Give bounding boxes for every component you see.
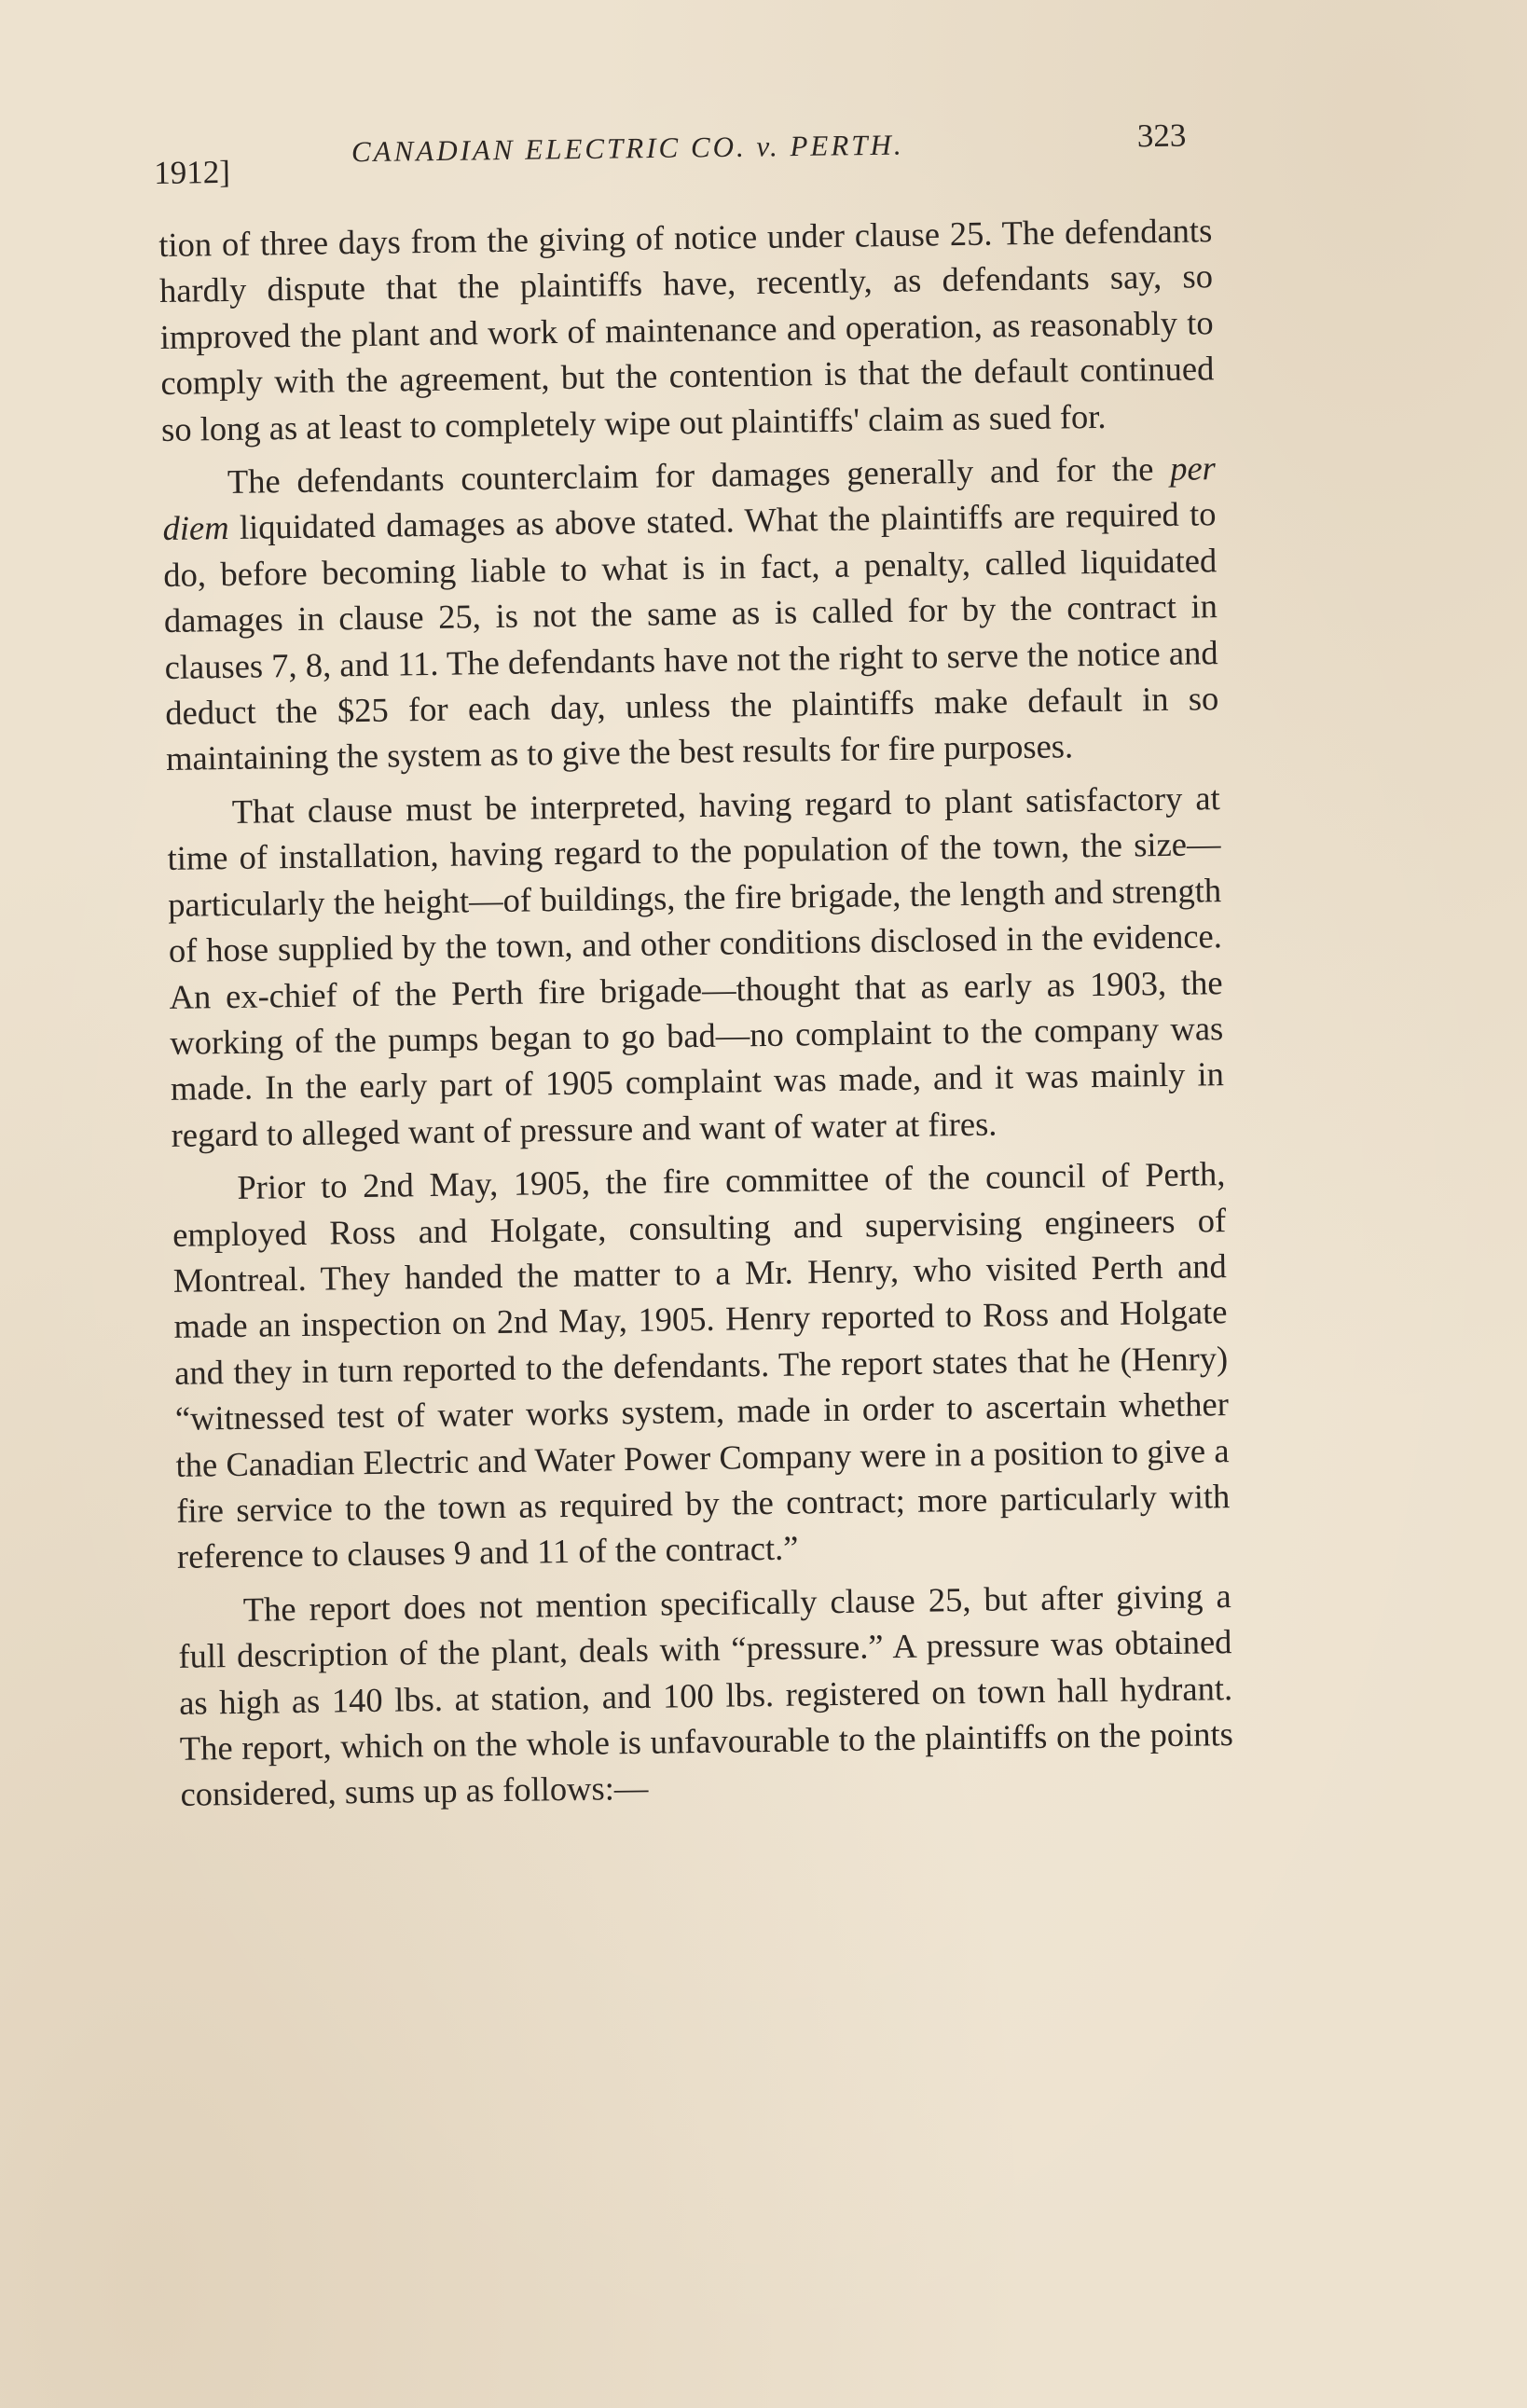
running-title: CANADIAN ELECTRIC CO. v. PERTH. xyxy=(351,128,904,169)
body-text xyxy=(158,207,1234,1824)
paragraph-1: tion of three days from the giving of notice under clause 25. The defendants hardly dispute that the plaintiffs have, recently, as defendants say, so improved the plant and work of maintenance and operation, as reasonably to comply with the agreement, but the contention is that the default continued so long as at least to completely wipe out plaintiffs' claim as sued for. xyxy=(158,211,1215,448)
paragraph-2-start: The defendants counterclaim for damages generally and for the xyxy=(227,448,1171,502)
paragraph-2-rest: liquidated damages as above stated. What the plaintiffs are required to do, before becoming liable to what is in fact, a penalty, called liquidated damages in clause 25, is not the same as is called for by the contract in clauses 7, 8, and 11. The defendants have not the right to serve the notice and deduct the $25 for each day, unless the plaintiffs make default in so maintaining the system as to give the best results for fire purposes. xyxy=(162,494,1219,778)
header-year: 1912] xyxy=(154,153,231,191)
italic-phrase: per diem xyxy=(162,448,1217,548)
paragraph-4: Prior to 2nd May, 1905, the fire committee of the council of Perth, employed Ross and Holgate, consulting and supervising engineers of Montreal. They handed the matter to a Mr. Henry, who visited Perth and made an inspection on 2nd May, 1905. Henry reported to Ross and Holgate and they in turn reported to the defendants. The report states that he (Henry) “witnessed test of water works system, made in order to ascertain whether the Canadian Electric and Water Power Company were in a position to give a fire service to the town as required by the contract; more particularly with reference to clauses 9 and 11 of the contract.” xyxy=(172,1154,1231,1576)
page-number: 323 xyxy=(1136,117,1187,155)
paragraph-5: The report does not mention specifically clause 25, but after giving a full description of the plant, deals with “pressure.” A pressure was obtained as high as 140 lbs. at station, and 100 lbs. registered on town hall hydrant. The report, which on the whole is unfavourable to the plaintiffs on the points considered, sums up as follows:— xyxy=(178,1576,1234,1814)
paragraph-3: That clause must be interpreted, having regard to plant satisfactory at time of installation, having regard to the population of the town, the size—particularly the height—of buildings, the fire brigade, the length and strength of hose supplied by the town, and other conditions disclosed in the evidence. An ex-chief of the Perth fire brigade—thought that as early as 1903, the working of the pumps began to go bad—no complaint to the company was made. In the early part of 1905 complaint was made, and it was mainly in regard to alleged want of pressure and want of water at fires. xyxy=(167,778,1225,1154)
paragraph-2 xyxy=(162,445,1220,782)
running-header xyxy=(154,113,1217,191)
